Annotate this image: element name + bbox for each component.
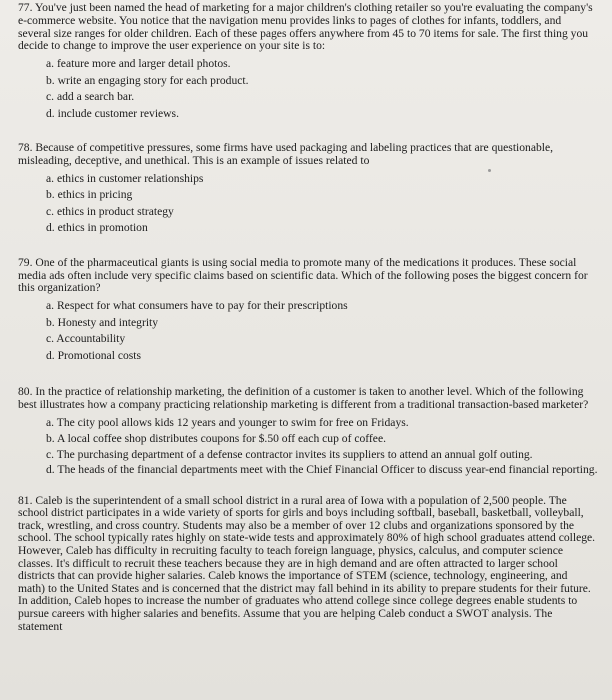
question-77-option-a: a. feature more and larger detail photos. [46, 57, 231, 71]
question-78 [18, 142, 600, 237]
question-78-option-d: d. ethics in promotion [46, 221, 148, 235]
question-77-option-d: d. include customer reviews. [46, 106, 179, 120]
question-79-option-d: d. Promotional costs [46, 348, 142, 362]
question-80-option-a: a. The city pool allows kids 12 years and younger to swim for free on Fridays. [46, 415, 409, 429]
question-81 [18, 495, 600, 634]
question-81-stem: 81. Caleb is the superintendent of a small school district in a rural area of Iowa with a population of 2,500 people. The school district participates in a wide variety of sports for girls and boys including softball, baseball, basketball, volleyball, track, wrestling, and cross country. Students may also be a member of over 12 clubs and organizations sponsored by the school. The school typically rates highly on state-wide tests and approximately 80% of high school graduates attend college. However, Caleb has difficulty in recruiting faculty to teach foreign language, physics, calculus, and computer science classes. It's difficult to recruit these teachers because they are in high demand and are often attracted to larger school districts that can provide higher salaries. Caleb knows the importance of STEM (science, technology, engineering, and math) to the United States and is concerned that the district may fall behind in its ability to prepare students for their future. In addition, Caleb hopes to increase the number of graduates who attend college since college degrees enable students to pursue careers with higher salaries and benefits. Assume that you are helping Caleb conduct a SWOT analysis. The statement [18, 493, 596, 633]
question-79-stem: 79. One of the pharmaceutical giants is using social media to promote many of the medications it produces. These social media ads often include very specific claims based on scientific data. Which of the following poses the biggest concern for this organization? [18, 255, 588, 295]
question-80-option-d: d. The heads of the financial departments meet with the Chief Financial Officer to discuss year-end financial reporting. [46, 462, 598, 476]
question-78-options [18, 171, 600, 237]
question-80 [18, 386, 600, 476]
question-77-option-c: c. add a search bar. [46, 90, 135, 104]
question-77-option-b: b. write an engaging story for each product. [46, 73, 249, 87]
question-77-options [18, 56, 600, 122]
question-77-stem: 77. You've just been named the head of marketing for a major children's clothing retailer so you're evaluating the company's e-commerce website. You notice that the navigation menu provides links to pages of clothes for infants, toddlers, and several size ranges for older children. Each of these pages offers anywhere from 45 to 70 items for sale. The first thing you decide to change to improve the user experience on your site is to: [18, 1, 593, 53]
question-80-options [18, 415, 600, 477]
question-78-option-a: a. ethics in customer relationships [46, 171, 204, 185]
question-80-option-b: b. A local coffee shop distributes coupons for $.50 off each cup of coffee. [46, 431, 386, 445]
question-79-option-a: a. Respect for what consumers have to pay for their prescriptions [46, 299, 348, 313]
question-78-option-b: b. ethics in pricing [46, 188, 133, 202]
question-77 [18, 2, 600, 122]
question-78-stem: 78. Because of competitive pressures, some firms have used packaging and labeling practices that are questionable, misleading, deceptive, and unethical. This is an example of issues related to [18, 141, 554, 167]
question-80-option-c: c. The purchasing department of a defense contractor invites its suppliers to attend an annual golf outing. [46, 447, 533, 461]
question-78-option-c: c. ethics in product strategy [46, 204, 174, 218]
question-80-stem: 80. In the practice of relationship marketing, the definition of a customer is taken to another level. Which of the following best illustrates how a company practicing relationship marketing is different from a traditional transaction-based marketer? [18, 385, 589, 411]
question-79 [18, 257, 600, 364]
question-79-option-c: c. Accountability [46, 332, 126, 346]
question-79-options [18, 298, 600, 364]
question-79-option-b: b. Honesty and integrity [46, 315, 159, 329]
